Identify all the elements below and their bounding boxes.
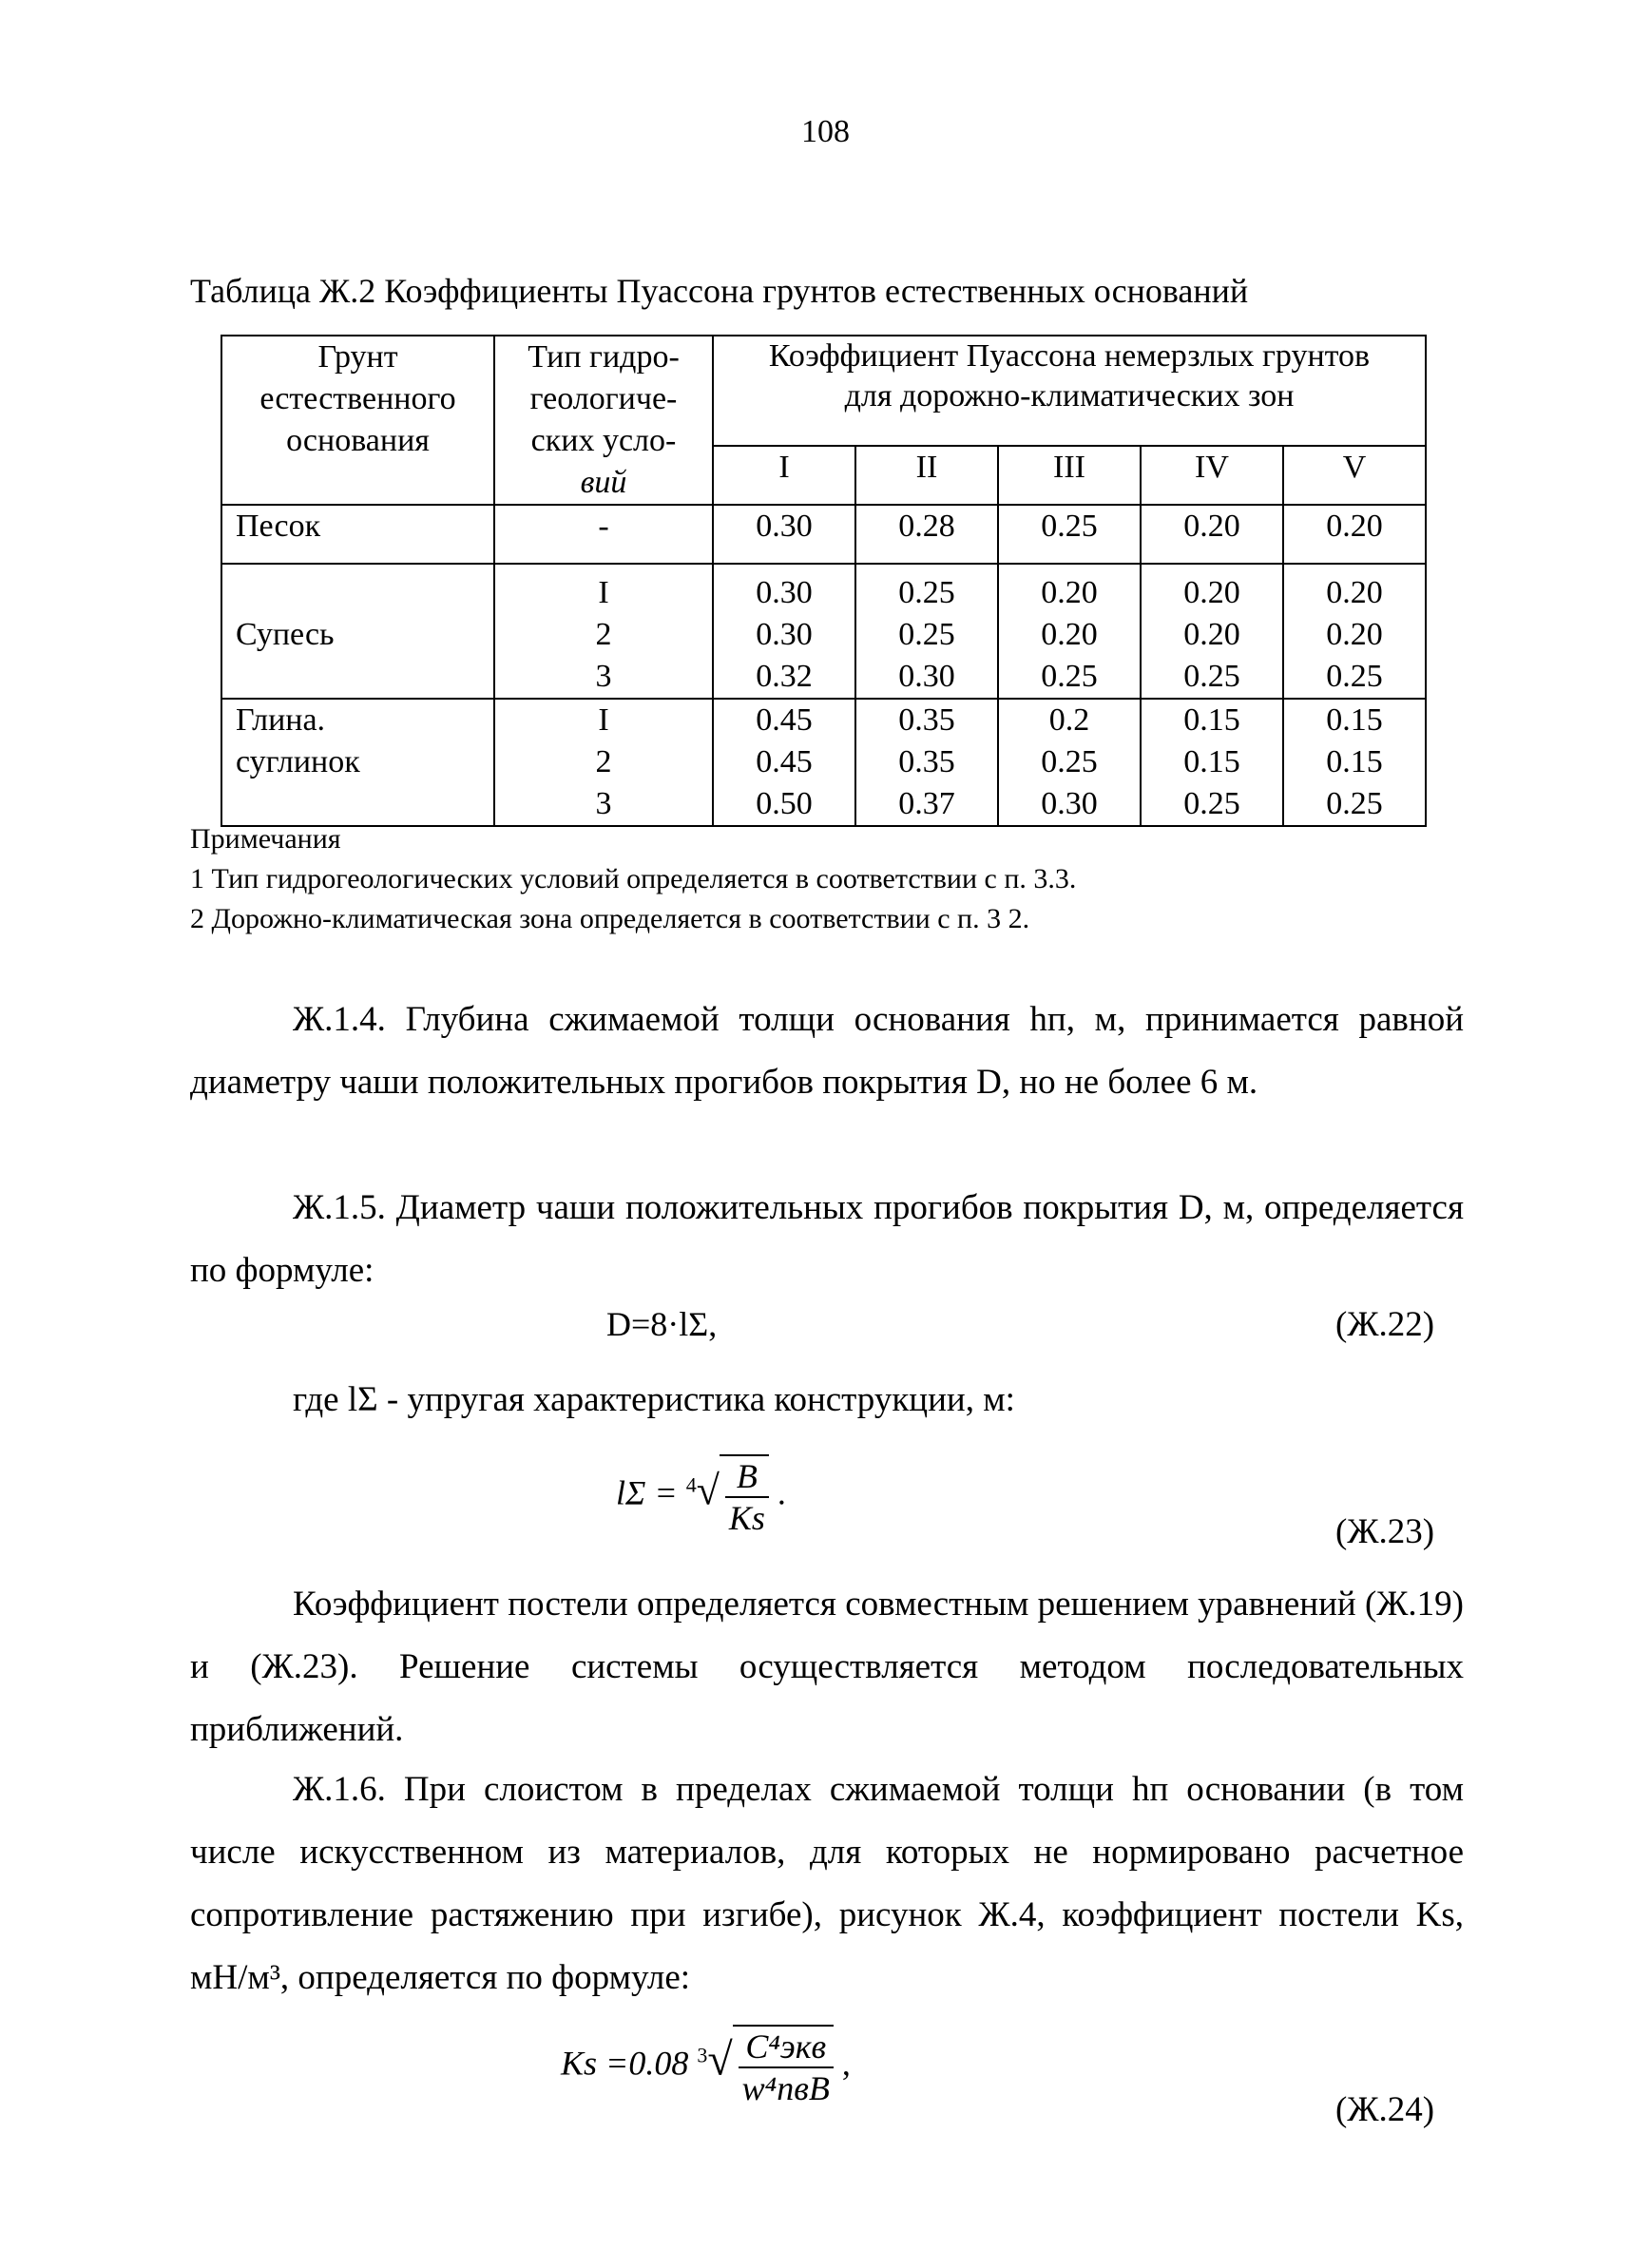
header-zone-2: II: [855, 446, 998, 505]
value-cell: 0.15 0.15 0.25: [1141, 699, 1283, 826]
value-cell: 0.20 0.20 0.25: [1283, 564, 1426, 699]
equation-number-24: (Ж.24): [1335, 2090, 1435, 2129]
formula-zh-22: D=8·lΣ,: [606, 1305, 718, 1343]
equation-number-23: (Ж.23): [1335, 1512, 1435, 1551]
value-cell: 0.25: [998, 505, 1141, 564]
type-cell: I 2 3: [494, 564, 713, 699]
formula-zh-24: Ks =0.08 $^3$√ $\frac{\text{C⁴экв}}{\text{w⁴пвB}}$ ,: [561, 2025, 851, 2108]
value-cell: 0.25 0.25 0.30: [855, 564, 998, 699]
value-cell: 0.45 0.45 0.50: [713, 699, 855, 826]
value-cell: 0.20 0.20 0.25: [1141, 564, 1283, 699]
notes: [190, 819, 1076, 939]
table-caption: Таблица Ж.2 Коэффициенты Пуассона грунтов естественных оснований: [190, 272, 1249, 310]
equation-number-22: (Ж.22): [1335, 1305, 1435, 1344]
soil-cell: Песок: [221, 505, 494, 564]
type-cell: I 2 3: [494, 699, 713, 826]
value-cell: 0.20: [1141, 505, 1283, 564]
paragraph-zh-1-4: Ж.1.4. Глубина сжимаемой толщи основания hп, м, принимается равной диаметру чаши положительных прогибов покрытия D, но не более 6 м.: [190, 1000, 1464, 1102]
value-cell: 0.15 0.15 0.25: [1283, 699, 1426, 826]
header-zone-3: III: [998, 446, 1141, 505]
paragraph-zh-1-5: Ж.1.5. Диаметр чаши положительных прогибов покрытия D, м, определяется по формуле:: [190, 1188, 1464, 1290]
value-cell: 0.30 0.30 0.32: [713, 564, 855, 699]
header-zone-1: I: [713, 446, 855, 505]
soil-cell: Глина. суглинок: [221, 699, 494, 826]
value-cell: 0.30: [713, 505, 855, 564]
header-zone-5: V: [1283, 446, 1426, 505]
value-cell: 0.2 0.25 0.30: [998, 699, 1141, 826]
table-row-clay-loam: [221, 699, 1426, 826]
paragraph-zh-1-6: Ж.1.6. При слоистом в пределах сжимаемой толщи hп основании (в том числе искусственном из материалов, для которых не нормировано расчетное сопротивление растяжению при изгибе), рисунок Ж.4, коэффициент постели Ks, мН/м³, определяется по формуле:: [190, 1770, 1464, 1997]
header-zone-4: IV: [1141, 446, 1283, 505]
note-item: 2 Дорожно-климатическая зона определяется в соответствии с п. 3 2.: [190, 903, 1030, 934]
poisson-table: [221, 335, 1427, 827]
value-cell: 0.20: [1283, 505, 1426, 564]
note-item: 1 Тип гидрогеологических условий определяется в соответствии с п. 3.3.: [190, 863, 1077, 894]
value-cell: 0.35 0.35 0.37: [855, 699, 998, 826]
type-cell: -: [494, 505, 713, 564]
value-cell: 0.20 0.20 0.25: [998, 564, 1141, 699]
header-soil: Грунт естественного основания: [221, 336, 494, 505]
paragraph-where: где lΣ - упругая характеристика конструкции, м:: [293, 1380, 1015, 1419]
header-coefficient: Коэффициент Пуассона немерзлых грунтов для дорожно-климатических зон: [713, 336, 1426, 446]
soil-cell: Супесь: [221, 564, 494, 699]
header-hydro-type: Тип гидро- геологиче- ских усло- вий: [494, 336, 713, 505]
notes-title: Примечания: [190, 823, 341, 855]
table-row-sand: [221, 505, 1426, 564]
value-cell: 0.28: [855, 505, 998, 564]
formula-zh-23: lΣ = $^4$√ $\frac{B}{Ks}$ .: [616, 1454, 786, 1538]
paragraph-bedding-coefficient: Коэффициент постели определяется совместным решением уравнений (Ж.19) и (Ж.23). Решение системы осуществляется методом последовательных приближений.: [190, 1585, 1464, 1749]
table-row-sandy-loam: [221, 564, 1426, 699]
page-number: 108: [801, 114, 850, 149]
